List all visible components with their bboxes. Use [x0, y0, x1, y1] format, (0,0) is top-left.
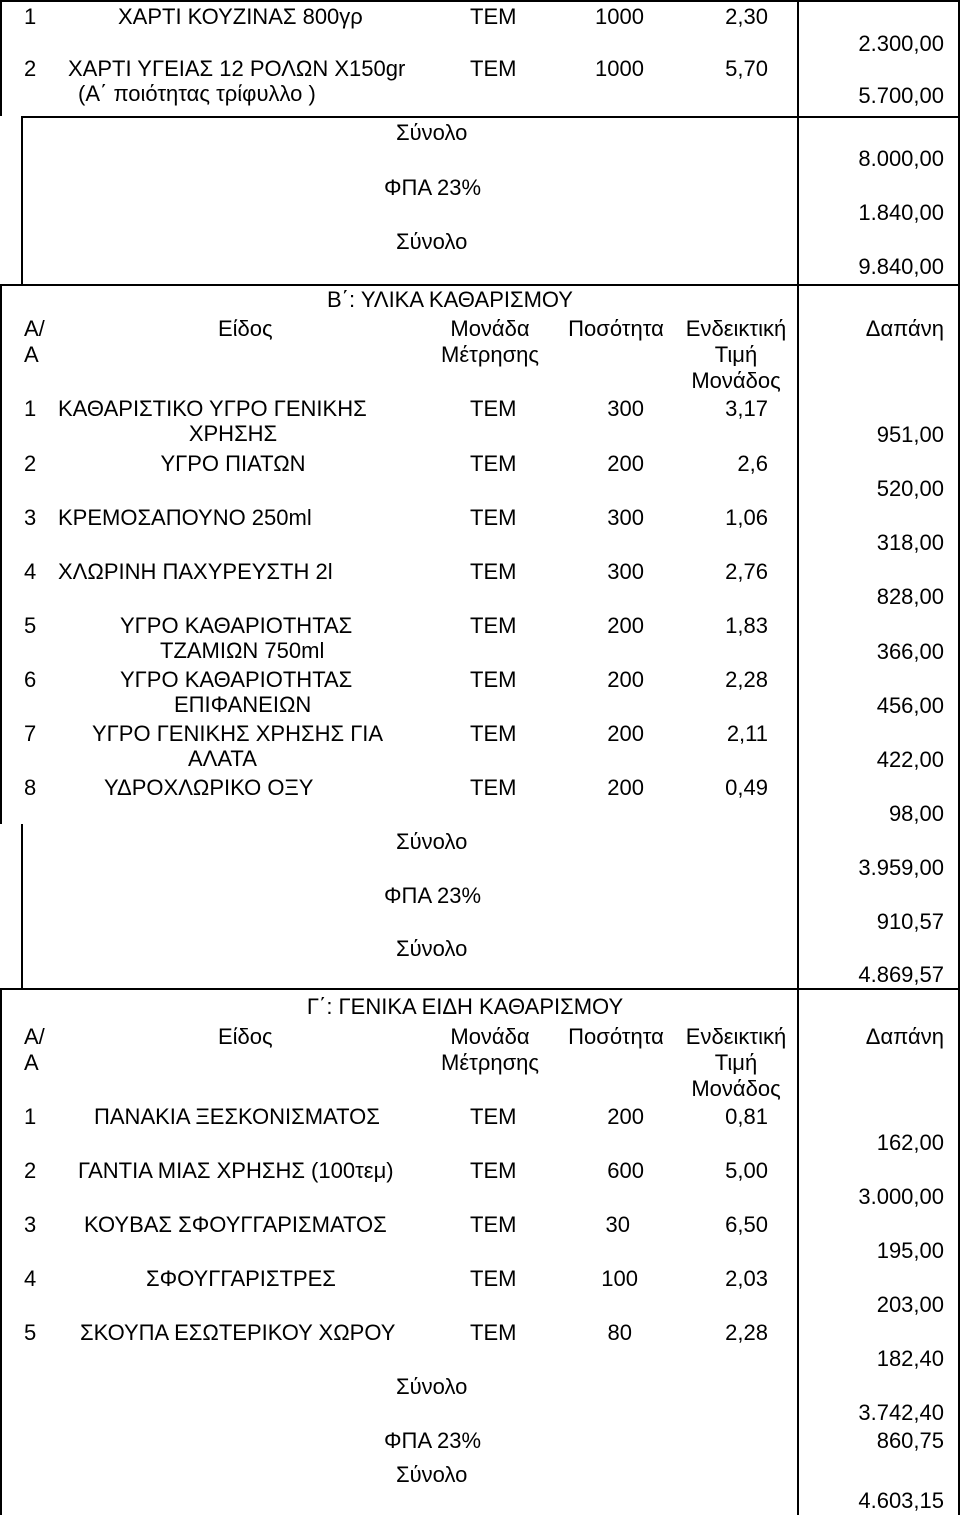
item-name: ΚΡΕΜΟΣΑΠΟΥΝΟ 250ml — [58, 505, 312, 530]
subtotal-label: Σύνολο — [396, 1374, 468, 1399]
row-number: 5 — [24, 613, 37, 638]
row-number: 4 — [24, 559, 37, 584]
item-name: ΚΟΥΒΑΣ ΣΦΟΥΓΓΑΡΙΣΜΑΤΟΣ — [84, 1212, 387, 1237]
unit: ΤΕΜ — [470, 775, 517, 800]
item-name-line-2: ΑΛΑΤΑ — [188, 746, 257, 771]
item-name: ΠΑΝΑΚΙΑ ΞΕΣΚΟΝΙΣΜΑΤΟΣ — [94, 1104, 380, 1129]
rule — [21, 116, 23, 286]
quantity: 1000 — [595, 56, 644, 81]
item-name-line-2: ΕΠΙΦΑΝΕΙΩΝ — [174, 692, 312, 717]
header-price-line-2: Τιμή — [714, 1050, 758, 1075]
row-number: 4 — [24, 1266, 37, 1291]
unit: ΤΕΜ — [470, 1158, 517, 1183]
section-b-title: Β΄: ΥΛΙΚΑ ΚΑΘΑΡΙΣΜΟΥ — [327, 287, 573, 312]
cost: 98,00 — [888, 801, 944, 826]
cost: 318,00 — [876, 530, 944, 555]
rule — [797, 0, 799, 1515]
item-name: ΥΓΡΟ ΠΙΑΤΩΝ — [160, 451, 306, 476]
header-cost: Δαπάνη — [865, 1024, 944, 1049]
unit: ΤΕΜ — [470, 721, 517, 746]
rule — [0, 988, 960, 990]
item-name: ΣΚΟΥΠΑ ΕΣΩΤΕΡΙΚΟΥ ΧΩΡΟΥ — [80, 1320, 396, 1345]
unit-price: 0,49 — [725, 775, 768, 800]
row-number: 1 — [24, 4, 37, 29]
unit: ΤΕΜ — [470, 451, 517, 476]
cost: 828,00 — [876, 584, 944, 609]
row-number: 3 — [24, 1212, 37, 1237]
header-quantity: Ποσότητα — [568, 316, 664, 341]
cost: 520,00 — [876, 476, 944, 501]
rule — [0, 284, 2, 824]
item-name-line-2: ΤΖΑΜΙΩΝ 750ml — [160, 638, 325, 663]
header-no-line-2: Α — [24, 342, 39, 367]
cost: 203,00 — [876, 1292, 944, 1317]
rule — [0, 0, 2, 116]
rule — [0, 0, 960, 2]
rule — [21, 824, 23, 990]
row-number: 6 — [24, 667, 37, 692]
unit: ΤΕΜ — [470, 1320, 517, 1345]
unit: ΤΕΜ — [470, 396, 517, 421]
item-name: ΥΔΡΟΧΛΩΡΙΚΟ ΟΞΥ — [104, 775, 314, 800]
unit-price: 1,83 — [725, 613, 768, 638]
header-no-line-2: Α — [24, 1050, 39, 1075]
cost: 2.300,00 — [858, 31, 944, 56]
row-number: 3 — [24, 505, 37, 530]
header-item: Είδος — [218, 1024, 273, 1049]
unit-price: 2,6 — [737, 451, 768, 476]
quantity: 200 — [607, 613, 644, 638]
quantity: 1000 — [595, 4, 644, 29]
quantity: 200 — [607, 721, 644, 746]
quantity: 80 — [607, 1320, 632, 1345]
unit-price: 0,81 — [725, 1104, 768, 1129]
unit: ΤΕΜ — [470, 56, 517, 81]
subtotal-label: Σύνολο — [396, 829, 468, 854]
row-number: 7 — [24, 721, 37, 746]
quantity: 600 — [607, 1158, 644, 1183]
item-name-line-2: ΧΡΗΣΗΣ — [188, 421, 278, 446]
unit-price: 2,03 — [725, 1266, 768, 1291]
row-number: 1 — [24, 1104, 37, 1129]
unit: ΤΕΜ — [470, 559, 517, 584]
quantity: 300 — [607, 559, 644, 584]
cost: 182,40 — [876, 1346, 944, 1371]
item-name: ΧΑΡΤΙ ΥΓΕΙΑΣ 12 ΡΟΛΩΝ Χ150gr — [68, 56, 406, 81]
vat-label: ΦΠΑ 23% — [384, 175, 482, 200]
total-label: Σύνολο — [396, 1462, 468, 1487]
section-c-title: Γ΄: ΓΕΝΙΚΑ ΕΙΔΗ ΚΑΘΑΡΙΣΜΟΥ — [306, 994, 624, 1019]
item-name-line-2: (Α΄ ποιότητας τρίφυλλο ) — [78, 81, 316, 106]
header-unit-line-2: Μέτρησης — [441, 342, 539, 367]
item-name: ΧΑΡΤΙ ΚΟΥΖΙΝΑΣ 800γρ — [118, 4, 363, 29]
unit: ΤΕΜ — [470, 505, 517, 530]
item-name: ΥΓΡΟ ΚΑΘΑΡΙΟΤΗΤΑΣ — [120, 613, 353, 638]
unit-price: 2,28 — [725, 1320, 768, 1345]
cost: 195,00 — [876, 1238, 944, 1263]
header-cost: Δαπάνη — [865, 316, 944, 341]
cost: 951,00 — [876, 422, 944, 447]
subtotal-value: 8.000,00 — [858, 146, 944, 171]
total-value: 4.869,57 — [858, 962, 944, 987]
unit-price: 5,70 — [725, 56, 768, 81]
header-unit: Μονάδα — [450, 316, 530, 341]
total-value: 4.603,15 — [858, 1488, 944, 1513]
row-number: 1 — [24, 396, 37, 421]
rule — [0, 988, 2, 1515]
cost: 456,00 — [876, 693, 944, 718]
row-number: 2 — [24, 1158, 37, 1183]
row-number: 5 — [24, 1320, 37, 1345]
unit-price: 2,76 — [725, 559, 768, 584]
cost: 5.700,00 — [858, 83, 944, 108]
unit: ΤΕΜ — [470, 613, 517, 638]
item-name: ΥΓΡΟ ΚΑΘΑΡΙΟΤΗΤΑΣ — [120, 667, 353, 692]
cost: 422,00 — [876, 747, 944, 772]
unit-price: 5,00 — [725, 1158, 768, 1183]
header-price-line-2: Τιμή — [714, 342, 758, 367]
quantity: 200 — [607, 667, 644, 692]
unit: ΤΕΜ — [470, 4, 517, 29]
header-price: Ενδεικτική — [685, 316, 787, 341]
quantity: 30 — [605, 1212, 630, 1237]
unit-price: 2,30 — [725, 4, 768, 29]
subtotal-label: Σύνολο — [396, 120, 468, 145]
unit: ΤΕΜ — [470, 1266, 517, 1291]
item-name: ΓΑΝΤΙΑ ΜΙΑΣ ΧΡΗΣΗΣ (100τεμ) — [78, 1158, 394, 1183]
vat-label: ΦΠΑ 23% — [384, 883, 482, 908]
row-number: 2 — [24, 56, 37, 81]
item-name: ΣΦΟΥΓΓΑΡΙΣΤΡΕΣ — [146, 1266, 336, 1291]
vat-value: 910,57 — [876, 909, 944, 934]
unit: ΤΕΜ — [470, 1212, 517, 1237]
item-name: ΚΑΘΑΡΙΣΤΙΚΟ ΥΓΡΟ ΓΕΝΙΚΗΣ — [58, 396, 367, 421]
total-value: 9.840,00 — [858, 254, 944, 279]
quantity: 300 — [607, 396, 644, 421]
total-label: Σύνολο — [396, 936, 468, 961]
unit-price: 2,28 — [725, 667, 768, 692]
rule — [21, 116, 960, 118]
total-label: Σύνολο — [396, 229, 468, 254]
quantity: 200 — [607, 1104, 644, 1129]
item-name: ΥΓΡΟ ΓΕΝΙΚΗΣ ΧΡΗΣΗΣ ΓΙΑ — [92, 721, 384, 746]
header-price: Ενδεικτική — [685, 1024, 787, 1049]
header-price-line-3: Μονάδος — [691, 1076, 781, 1101]
cost: 3.000,00 — [858, 1184, 944, 1209]
header-item: Είδος — [218, 316, 273, 341]
item-name: ΧΛΩΡΙΝΗ ΠΑΧΥΡΕΥΣΤΗ 2l — [58, 559, 333, 584]
cost: 366,00 — [876, 639, 944, 664]
unit-price: 1,06 — [725, 505, 768, 530]
rule — [0, 284, 960, 286]
quantity: 200 — [607, 775, 644, 800]
unit-price: 3,17 — [725, 396, 768, 421]
unit: ΤΕΜ — [470, 1104, 517, 1129]
header-no: Α/ — [24, 1024, 45, 1049]
header-no: Α/ — [24, 316, 45, 341]
header-unit-line-2: Μέτρησης — [441, 1050, 539, 1075]
cost: 162,00 — [876, 1130, 944, 1155]
quantity: 100 — [601, 1266, 638, 1291]
quantity: 200 — [607, 451, 644, 476]
header-unit: Μονάδα — [450, 1024, 530, 1049]
vat-label: ΦΠΑ 23% — [384, 1428, 482, 1453]
subtotal-value: 3.959,00 — [858, 855, 944, 880]
subtotal-value: 3.742,40 — [858, 1400, 944, 1425]
row-number: 2 — [24, 451, 37, 476]
unit-price: 6,50 — [725, 1212, 768, 1237]
header-price-line-3: Μονάδος — [691, 368, 781, 393]
header-quantity: Ποσότητα — [568, 1024, 664, 1049]
vat-value: 1.840,00 — [858, 200, 944, 225]
row-number: 8 — [24, 775, 37, 800]
vat-value: 860,75 — [876, 1428, 944, 1453]
unit: ΤΕΜ — [470, 667, 517, 692]
quantity: 300 — [607, 505, 644, 530]
unit-price: 2,11 — [726, 721, 768, 746]
